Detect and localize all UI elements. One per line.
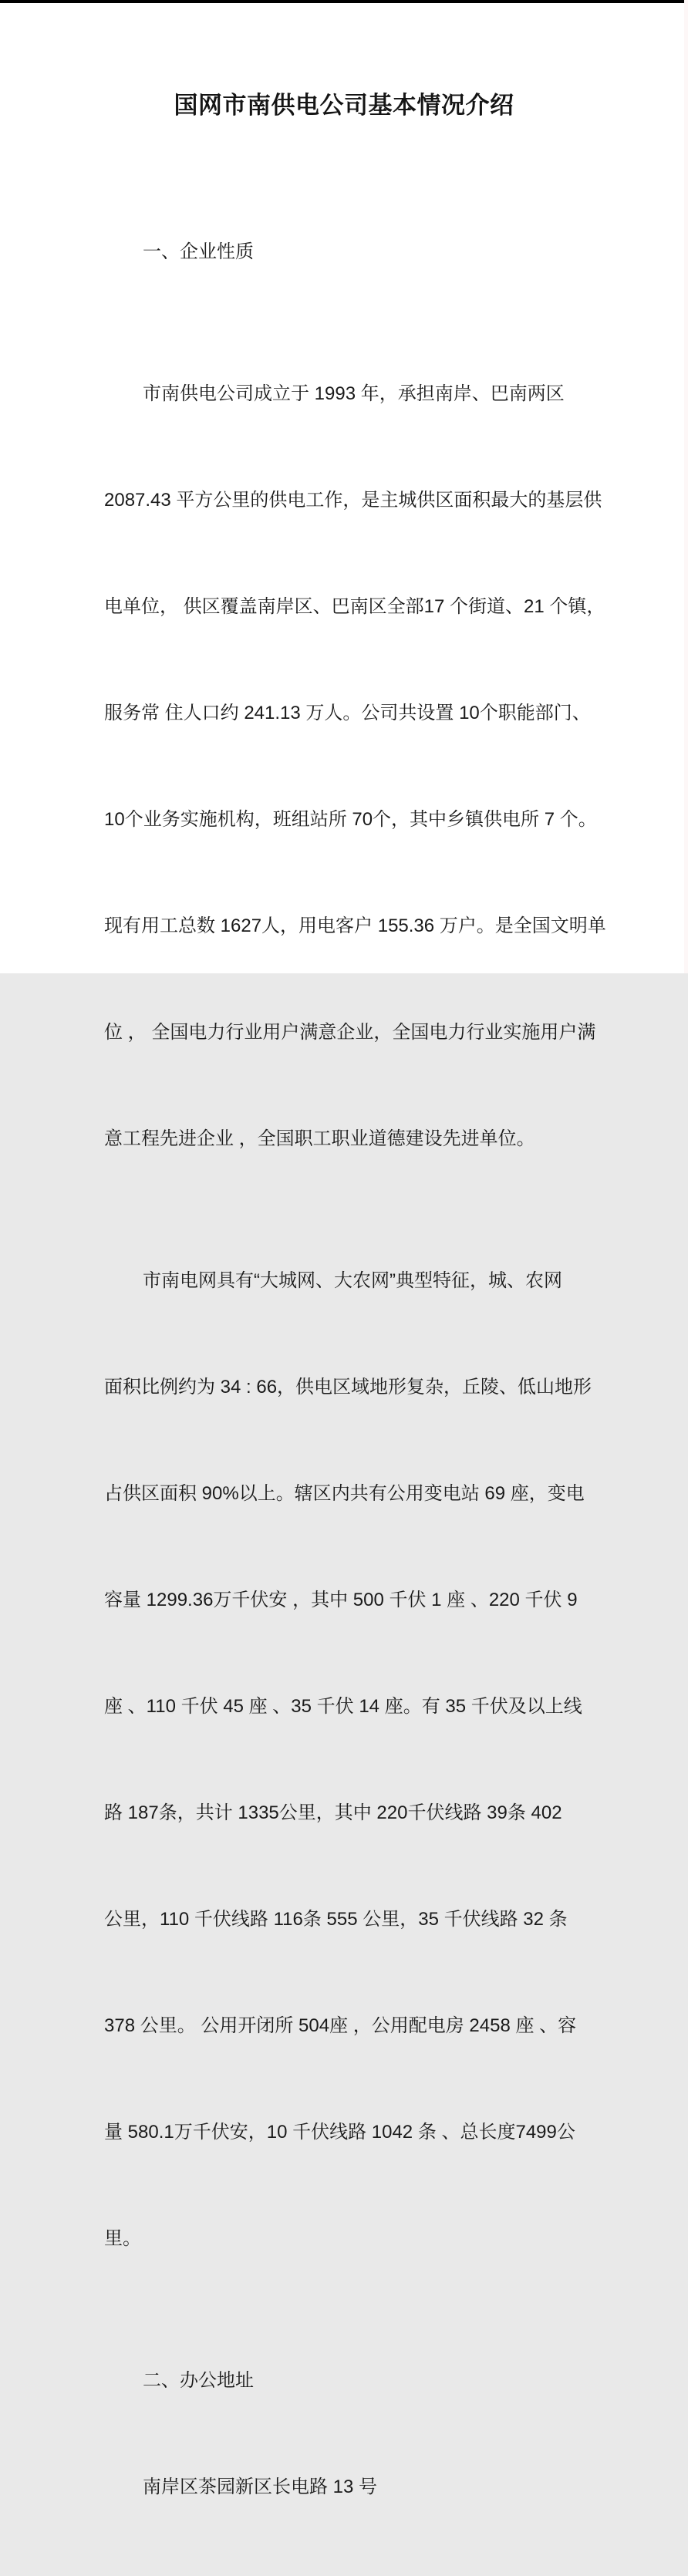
paragraph-2-line: 面积比例约为 34 : 66，供电区域地形复杂，丘陵、低山地形 xyxy=(104,1377,592,1398)
paragraph-1-line: 服务常 住人口约 241.13 万人。公司共设置 10个职能部门、 xyxy=(104,703,591,723)
paragraph-1-line: 意工程先进企业 ，全国职工职业道德建设先进单位。 xyxy=(104,1128,535,1149)
paragraph-2-line: 容量 1299.36万千伏安 ，其中 500 千伏 1 座 、220 千伏 9 xyxy=(104,1590,578,1610)
document-title: 国网市南供电公司基本情况介绍 xyxy=(174,92,514,119)
paragraph-1-line: 市南供电公司成立于 1993 年，承担南岸、巴南两区 xyxy=(143,383,565,404)
paragraph-2-line: 里。 xyxy=(104,2228,141,2249)
paragraph-2-line: 占供区面积 90%以上。辖区内共有公用变电站 69 座，变电 xyxy=(104,1483,585,1504)
paragraph-1-line: 现有用工总数 1627人，用电客户 155.36 万户。是全国文明单 xyxy=(104,915,606,936)
document-body xyxy=(104,164,605,2576)
paragraph-2-line: 量 580.1万千伏安，10 千伏线路 1042 条 、总长度7499公 xyxy=(104,2122,575,2143)
paragraph-2-line: 378 公里。 公用开闭所 504座 ，公用配电房 2458 座 、容 xyxy=(104,2015,577,2036)
paragraph-1-line: 2087.43 平方公里的供电工作，是主城供区面积最大的基层供 xyxy=(104,490,602,511)
paragraph-2-line: 公里，110 千伏线路 116条 555 公里，35 千伏线路 32 条 xyxy=(104,1909,568,1930)
paragraph-2-line: 座 、110 千伏 45 座 、35 千伏 14 座。有 35 千伏及以上线 xyxy=(104,1696,582,1717)
paragraph-1-line: 10个业务实施机构，班组站所 70个，其中乡镇供电所 7 个。 xyxy=(104,809,597,830)
section-2-heading: 二、办公地址 xyxy=(143,2370,254,2391)
section-1-heading: 一、企业性质 xyxy=(143,241,254,262)
top-border-bar xyxy=(0,0,688,3)
office-address-line: 南岸区茶园新区长电路 13 号 xyxy=(143,2477,378,2497)
paragraph-1-line: 位 ， 全国电力行业用户满意企业，全国电力行业实施用户满 xyxy=(104,1022,596,1043)
paragraph-2-line: 市南电网具有“大城网、大农网”典型特征，城、农网 xyxy=(143,1270,562,1291)
paragraph-2-line: 路 187条，共计 1335公里，其中 220千伏线路 39条 402 xyxy=(104,1802,562,1823)
right-edge-strip xyxy=(684,0,688,973)
paragraph-1-line: 电单位， 供区覆盖南岸区、巴南区全部17 个街道、21 个镇， xyxy=(104,596,605,617)
